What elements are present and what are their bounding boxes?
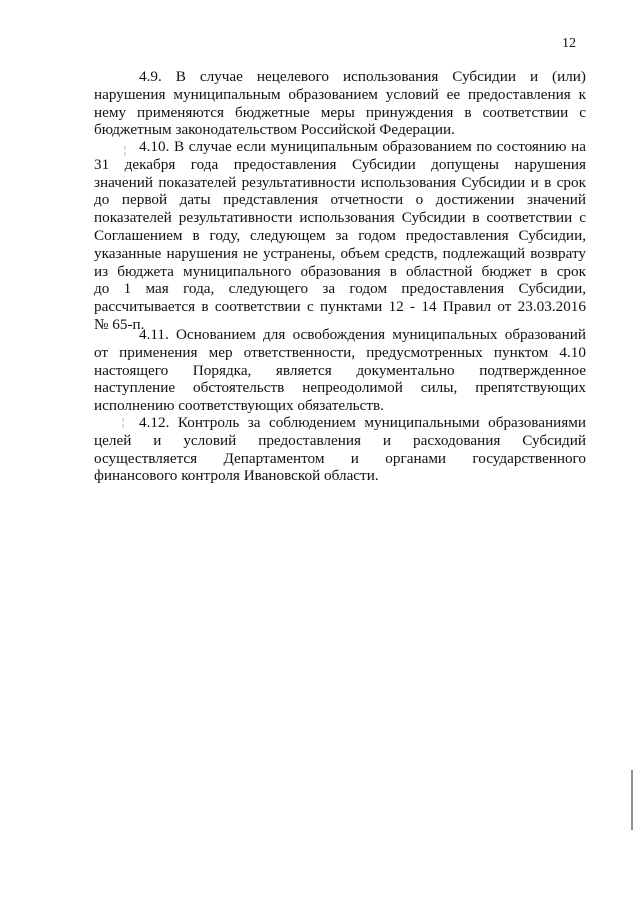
paragraph-line: осуществляется Департаментом и органами государственного	[94, 449, 586, 467]
paragraph-4-9	[94, 68, 586, 139]
paragraph-line: нему применяются бюджетные меры принуждения в соответствии с	[94, 103, 586, 121]
paragraph-line: нарушения муниципальным образованием условий ее предоставления к	[94, 85, 586, 103]
paragraph-line: 4.12. Контроль за соблюдением муниципальными образованиями	[139, 414, 586, 431]
paragraph-line: значений показателей результативности использования Субсидии и в срок	[94, 173, 586, 191]
paragraph-line: бюджетным законодательством Российской Федерации.	[94, 121, 455, 139]
paragraph-line: рассчитывается в соответствии с пунктами 12 - 14 Правил от 23.03.2016	[94, 298, 586, 316]
scan-edge-mark	[631, 770, 633, 830]
paragraph-4-12	[94, 414, 586, 485]
paragraph-line: от применения мер ответственности, предусмотренных пунктом 4.10	[94, 343, 586, 361]
paragraph-line: Соглашением в году, следующем за годом предоставления Субсидии,	[94, 226, 586, 244]
paragraph-line: настоящего Порядка, является документально подтвержденное	[94, 361, 586, 379]
paragraph-line: 4.11. Основанием для освобождения муниципальных образований	[139, 326, 586, 343]
scan-artifact: ¦	[122, 417, 125, 428]
paragraph-line: целей и условий предоставления и расходования Субсидий	[94, 431, 586, 449]
paragraph-line: № 65-п.	[94, 315, 145, 333]
scan-artifact: ¦	[124, 145, 127, 156]
paragraph-line: указанные нарушения не устранены, объем средств, подлежащий возврату	[94, 244, 586, 262]
paragraph-line: 4.9. В случае нецелевого использования Субсидии и (или)	[139, 68, 586, 85]
paragraph-line: до первой даты представления отчетности о достижении значений	[94, 191, 586, 209]
paragraph-line: показателей результативности использования Субсидии в соответствии с	[94, 209, 586, 227]
paragraph-line: финансового контроля Ивановской области.	[94, 467, 379, 485]
paragraph-4-11	[94, 326, 586, 415]
paragraph-line: 31 декабря года предоставления Субсидии допущены нарушения	[94, 155, 586, 173]
page-number: 12	[562, 36, 576, 51]
paragraph-line: исполнению соответствующих обязательств.	[94, 397, 384, 415]
paragraph-line: наступление обстоятельств непреодолимой силы, препятствующих	[94, 379, 586, 397]
paragraph-line: до 1 мая года, следующего за годом предоставления Субсидии,	[94, 280, 586, 298]
paragraph-line: из бюджета муниципального образования в областной бюджет в срок	[94, 262, 586, 280]
paragraph-line: 4.10. В случае если муниципальным образованием по состоянию на	[139, 138, 586, 155]
paragraph-4-10	[94, 138, 586, 334]
